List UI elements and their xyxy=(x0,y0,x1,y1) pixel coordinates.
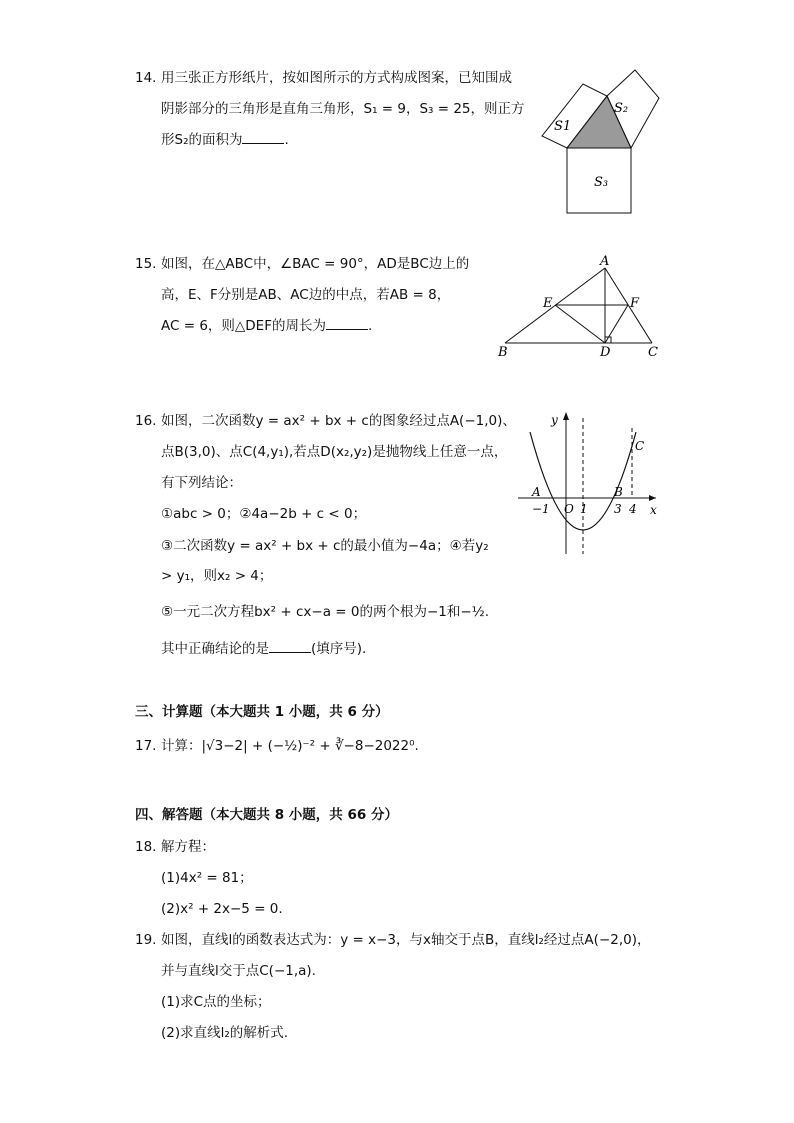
q18-number: 18. xyxy=(135,839,157,855)
label-s3: S₃ xyxy=(594,175,609,190)
q15-line2: 高，E、F分别是AB、AC边的中点，若AB = 8， xyxy=(161,287,451,303)
label-s2: S₂ xyxy=(614,101,629,116)
label-D: D xyxy=(600,345,611,360)
q16-line8-text: 其中正确结论的是 xyxy=(161,641,269,657)
q14-line2: 阴影部分的三角形是直角三角形，S₁ = 9，S₃ = 25，则正方 xyxy=(161,101,525,117)
q16-line8 xyxy=(161,640,366,658)
label-x: x xyxy=(650,503,657,517)
q14-squares-figure xyxy=(536,68,662,216)
q16-line1: 如图，二次函数y = ax² + bx + c的图象经过点A(−1,0)、 xyxy=(161,413,516,429)
tick-neg1: −1 xyxy=(532,502,550,516)
q17-number: 17. xyxy=(135,738,157,754)
q16-line5: ③二次函数y = ax² + bx + c的最小值为−4a；④若y₂ xyxy=(161,538,489,554)
q16-line6: > y₁，则x₂ > 4； xyxy=(161,568,273,584)
q14-line1: 用三张正方形纸片，按如图所示的方式构成图案，已知围成 xyxy=(161,70,512,86)
q18-line3: (2)x² + 2x−5 = 0. xyxy=(161,901,283,917)
tick-4: 4 xyxy=(629,502,637,516)
q14-line3-text: 形S₂的面积为 xyxy=(161,132,243,148)
label-C: C xyxy=(635,439,645,453)
tick-1: 1 xyxy=(580,502,588,516)
answer-blank xyxy=(326,317,368,330)
q18-line1: 解方程： xyxy=(161,839,215,855)
q15-line3 xyxy=(161,317,372,335)
label-y: y xyxy=(551,413,558,427)
q17-text: 计算：|√3−2| + (−½)⁻² + ∛−8−2022⁰. xyxy=(161,738,419,754)
label-s1: S1 xyxy=(554,119,572,134)
q19-line2: 并与直线l交于点C(−1,a). xyxy=(161,963,316,979)
section3-title: 三、计算题（本大题共 1 小题，共 6 分） xyxy=(135,704,389,720)
q15-number: 15. xyxy=(135,256,157,272)
q16-line8-end: (填序号). xyxy=(311,641,367,657)
q14-line3-end: . xyxy=(284,132,289,148)
q14-number: 14. xyxy=(135,70,157,86)
label-O: O xyxy=(564,502,574,516)
q16-parabola-figure xyxy=(514,406,664,556)
q19-line4: (2)求直线l₂的解析式. xyxy=(161,1025,289,1041)
q15-line1: 如图，在△ABC中，∠BAC = 90°，AD是BC边上的 xyxy=(161,256,470,272)
q15-line3-text: AC = 6，则△DEF的周长为 xyxy=(161,318,326,334)
q15-triangle-figure xyxy=(494,254,666,362)
section4-title: 四、解答题（本大题共 8 小题，共 66 分） xyxy=(135,807,398,823)
tick-3: 3 xyxy=(614,502,622,516)
q16-line7: ⑤一元二次方程bx² + cx−a = 0的两个根为−1和−½. xyxy=(161,604,490,620)
label-F: F xyxy=(630,296,640,311)
q16-number: 16. xyxy=(135,413,157,429)
q16-line3: 有下列结论： xyxy=(161,475,242,491)
label-B: B xyxy=(614,485,623,499)
label-E: E xyxy=(543,296,553,311)
q16-line2: 点B(3,0)、点C(4,y₁),若点D(x₂,y₂)是抛物线上任意一点， xyxy=(161,444,508,460)
q19-line3: (1)求C点的坐标； xyxy=(161,994,271,1010)
label-A: A xyxy=(532,485,541,499)
q14-line3 xyxy=(161,131,289,149)
label-C: C xyxy=(648,345,658,360)
q15-line3-end: . xyxy=(367,318,373,334)
label-B: B xyxy=(498,345,508,360)
answer-blank xyxy=(242,131,284,144)
q18-line2: (1)4x² = 81； xyxy=(161,870,253,886)
label-A: A xyxy=(600,254,610,269)
q19-line1: 如图，直线l的函数表达式为：y = x−3，与x轴交于点B，直线l₂经过点A(−2,0)， xyxy=(161,932,651,948)
q16-line4: ①abc > 0；②4a−2b + c < 0； xyxy=(161,506,367,522)
answer-blank xyxy=(269,640,311,653)
q19-number: 19. xyxy=(135,932,157,948)
